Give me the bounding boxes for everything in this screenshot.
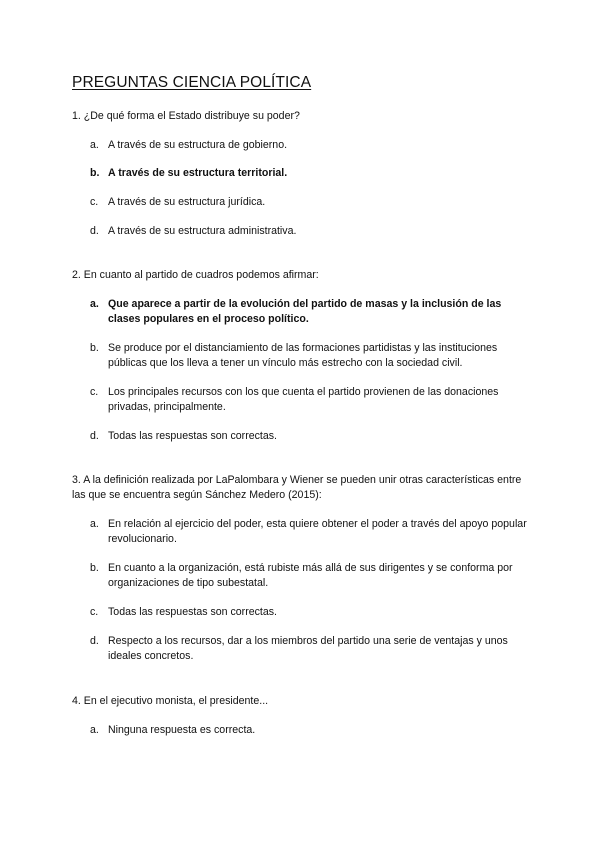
option-text: Todas las respuestas son correctas. [108,606,277,618]
option-letter: c. [90,606,99,618]
option-text: A través de su estructura de gobierno. [108,139,288,151]
option-text: Se produce por el distanciamiento de las formaciones partidistas y las instituciones públicas que los lleva a tener un vínculo más estrecho con la sociedad civil. [108,342,498,369]
option-text: A través de su estructura administrativa. [108,225,297,237]
question-1-option-c [90,195,530,210]
option-letter: b. [90,342,99,354]
option-letter: a. [90,518,99,530]
question-2-option-a-correct [90,297,530,327]
option-letter: d. [90,635,99,647]
option-letter: a. [90,724,99,736]
question-3-option-a [90,517,530,547]
option-text: Respecto a los recursos, dar a los miembros del partido una serie de ventajas y unos ideales concretos. [108,635,508,662]
option-letter: d. [90,225,99,237]
option-text: En relación al ejercicio del poder, esta quiere obtener el poder a través del apoyo popular revolucionario. [108,518,527,545]
option-text: A través de su estructura jurídica. [108,196,266,208]
option-text: A través de su estructura territorial. [108,167,288,179]
question-1-option-a [90,138,530,153]
option-letter: c. [90,196,99,208]
option-letter: d. [90,430,99,442]
option-letter: b. [90,562,99,574]
option-text: Los principales recursos con los que cuenta el partido provienen de las donaciones privadas, principalmente. [108,386,499,413]
question-3-option-c [90,605,530,620]
question-3: 3. A la definición realizada por LaPalombara y Wiener se pueden unir otras características entre las que se encuentra según Sánchez Medero (2015): [72,474,522,501]
option-letter: b. [90,167,100,179]
option-text: Todas las respuestas son correctas. [108,430,277,442]
question-2: 2. En cuanto al partido de cuadros podemos afirmar: [72,269,319,281]
question-2-option-d [90,429,530,444]
page-title: PREGUNTAS CIENCIA POLÍTICA [72,74,312,91]
question-1-option-d [90,224,530,239]
question-1-option-b-correct [90,166,530,181]
option-text: Ninguna respuesta es correcta. [108,724,256,736]
question-4-option-a [90,723,530,738]
option-letter: a. [90,139,99,151]
question-4: 4. En el ejecutivo monista, el presidente... [72,695,269,707]
question-3-option-b [90,561,530,591]
option-letter: a. [90,298,99,310]
question-2-option-b [90,341,530,371]
question-1: 1. ¿De qué forma el Estado distribuye su poder? [72,110,300,122]
question-2-option-c [90,385,530,415]
option-text: En cuanto a la organización, está rubiste más allá de sus dirigentes y se conforma por organizaciones de tipo subestatal. [108,562,513,589]
question-3-option-d [90,634,530,664]
option-letter: c. [90,386,99,398]
option-text: Que aparece a partir de la evolución del partido de masas y la inclusión de las clases populares en el proceso político. [108,298,502,325]
